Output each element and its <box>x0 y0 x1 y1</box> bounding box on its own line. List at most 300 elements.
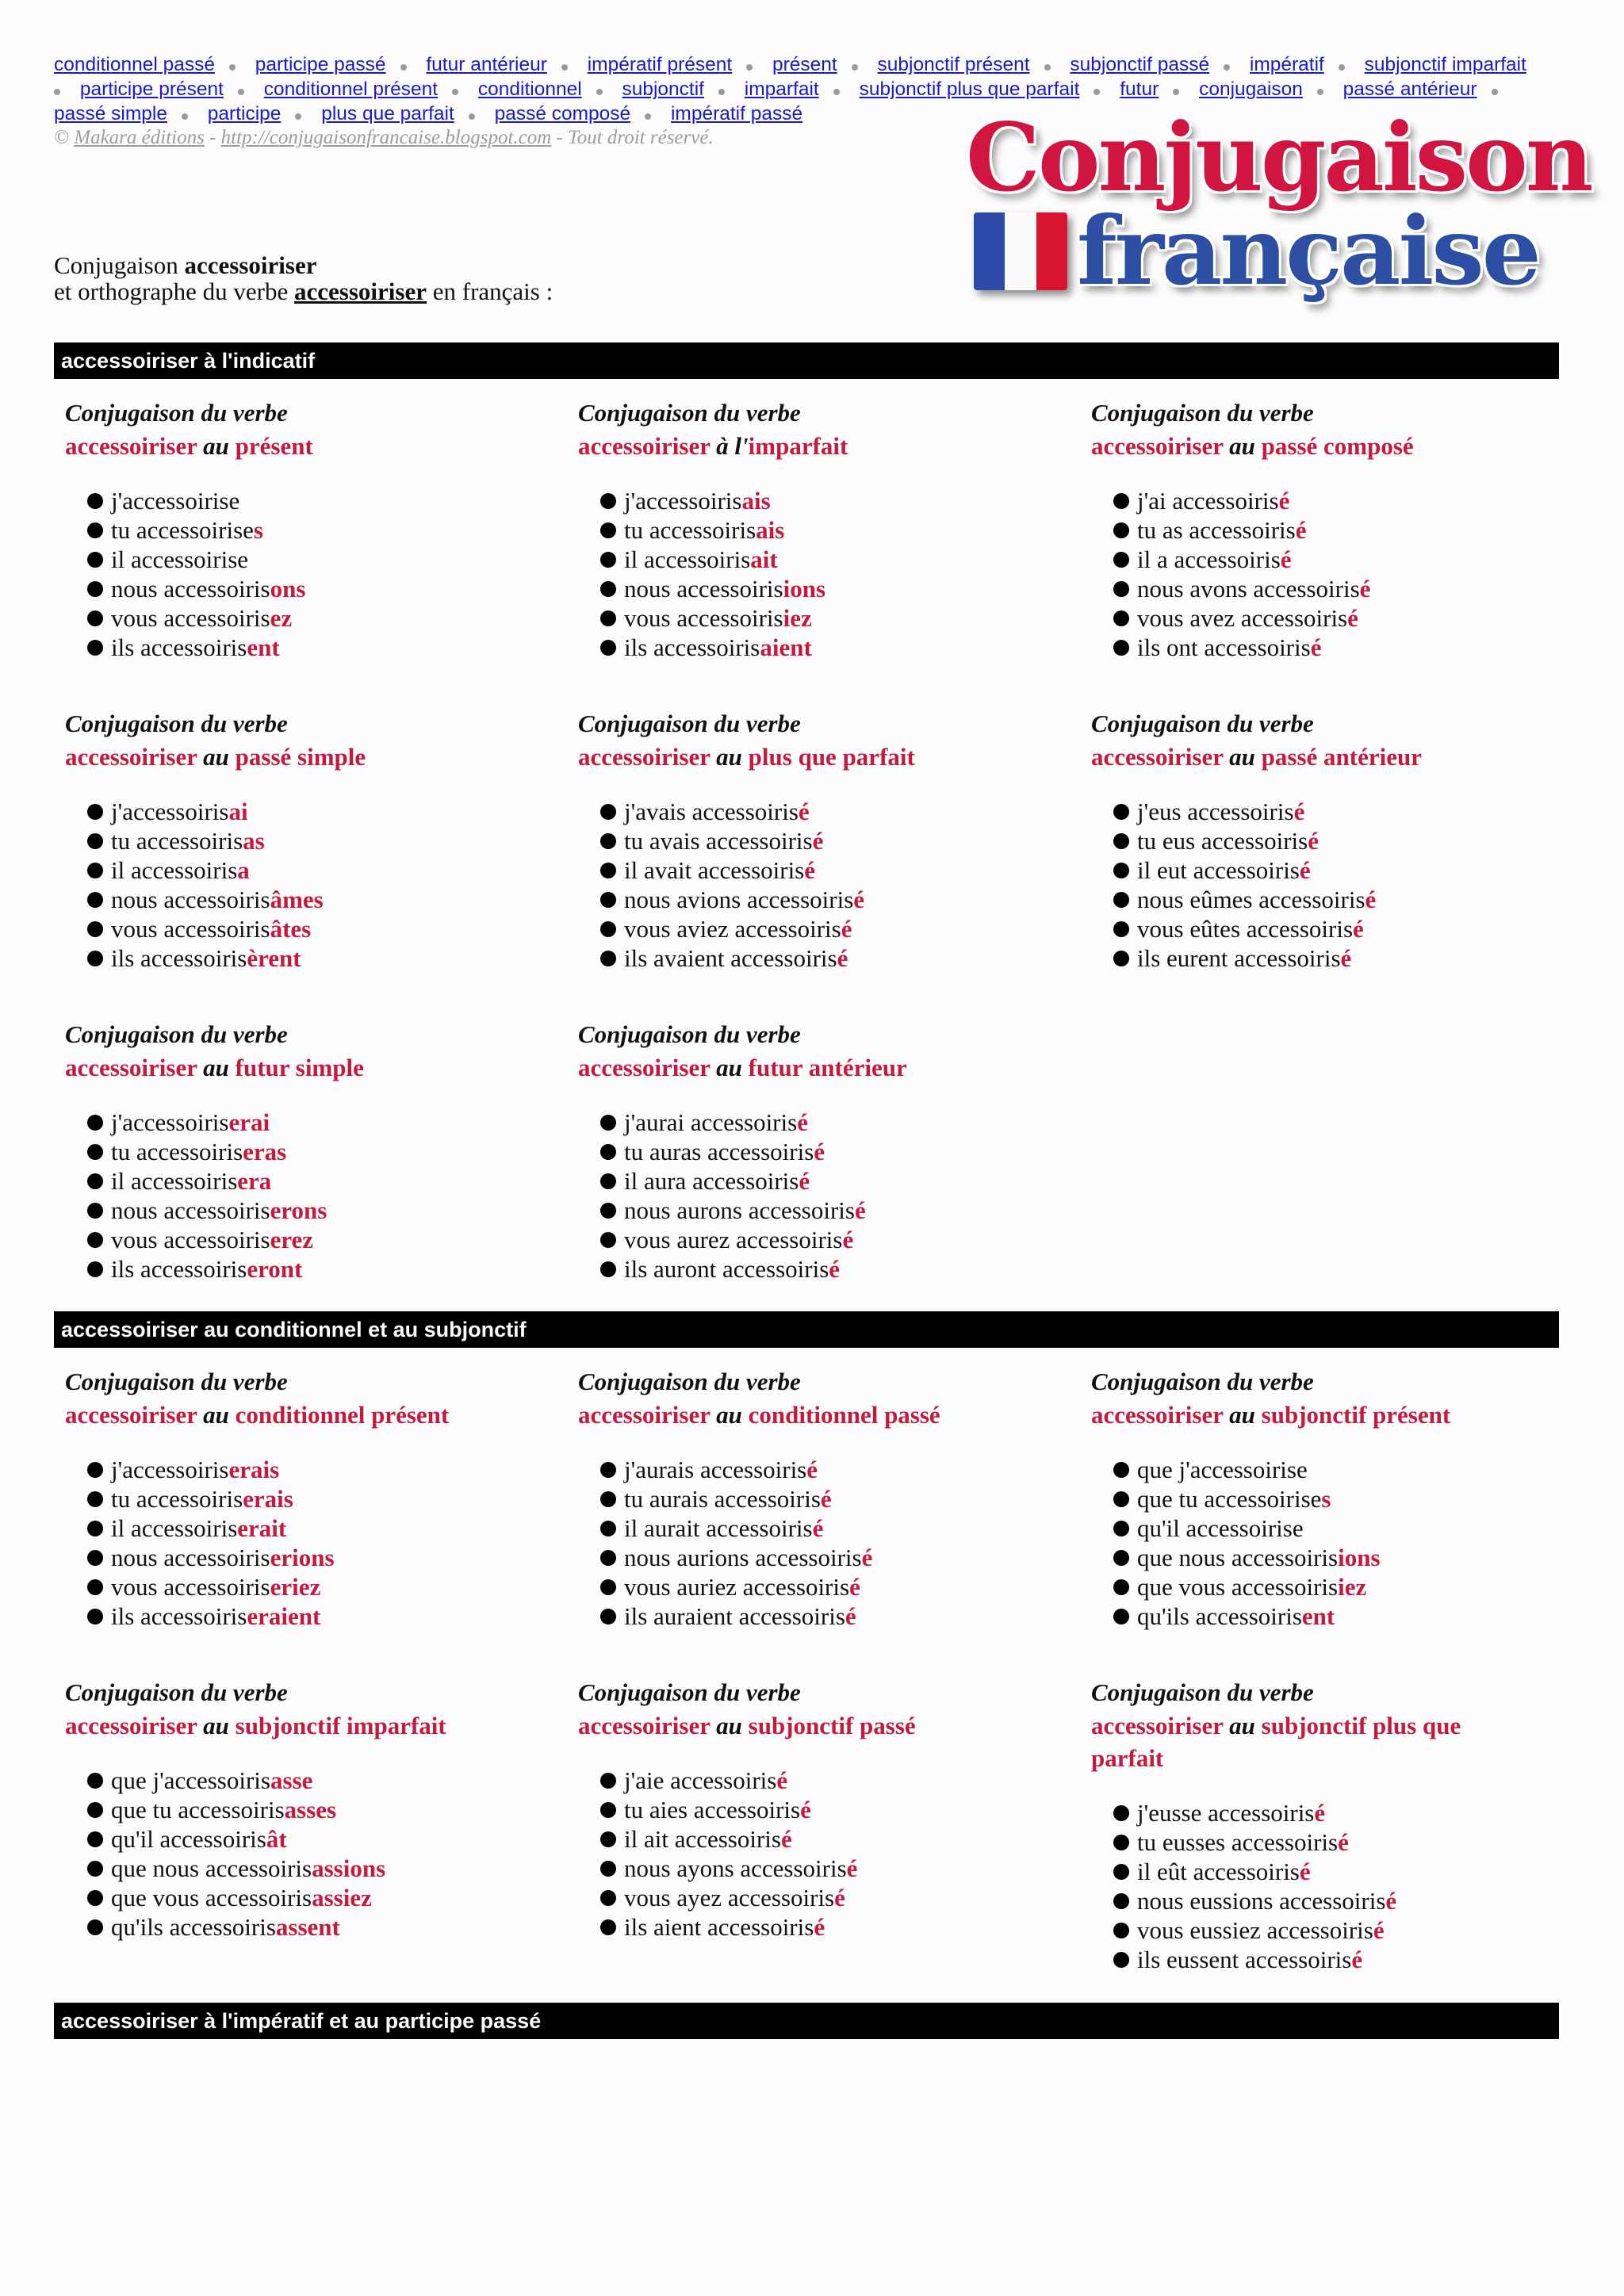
conjugation-ending: é <box>812 1514 824 1542</box>
tense-heading-name: futur simple <box>235 1054 364 1081</box>
page-intro <box>54 252 553 304</box>
tense-heading-preposition: au <box>716 1712 742 1739</box>
nav-link-passe-compose[interactable]: passé composé <box>494 103 631 124</box>
conjugation-stem: que tu accessoiris <box>111 1796 285 1823</box>
conjugation-item <box>1137 1915 1535 1945</box>
conjugation-item <box>111 1883 557 1912</box>
conjugation-list <box>65 1455 557 1631</box>
tense-heading-preposition: au <box>1229 432 1255 460</box>
conjugation-ending: s <box>253 516 263 544</box>
conjugation-stem: j'accessoiris <box>111 1108 229 1136</box>
bullet-icon <box>596 89 603 95</box>
conjugation-stem: tu accessoiris <box>624 516 756 544</box>
nav-link-subjonctif-present[interactable]: subjonctif présent <box>877 54 1030 75</box>
conjugation-item <box>624 914 1070 943</box>
conjugation-stem: j'aurais accessoiris <box>624 1456 807 1483</box>
bullet-icon <box>1339 64 1345 71</box>
conjugation-ending: é <box>1359 575 1371 603</box>
conjugation-stem: vous aurez accessoiris <box>624 1226 843 1253</box>
conjugation-stem: tu aurais accessoiris <box>624 1485 821 1513</box>
conjugation-ending: a <box>237 856 250 884</box>
conjugation-ending: é <box>861 1544 873 1571</box>
conjugation-ending: é <box>1295 516 1307 544</box>
tense-heading <box>65 1399 557 1431</box>
conjugation-ending: ons <box>270 575 306 603</box>
conjugation-ending: é <box>776 1766 788 1794</box>
flag-blue-stripe <box>974 212 1005 290</box>
conjugation-ending: é <box>1373 1916 1385 1944</box>
nav-link-conditionnel[interactable]: conditionnel <box>477 78 582 100</box>
conjugation-item <box>111 1543 557 1572</box>
conjugation-stem: il avait accessoiris <box>624 856 805 884</box>
conjugation-item <box>111 1601 557 1631</box>
bullet-icon <box>54 89 60 95</box>
conjugation-stem: vous accessoiris <box>624 604 783 632</box>
bullet-icon <box>1094 89 1100 95</box>
conjugation-stem: j'accessoiris <box>111 1456 229 1483</box>
conjugation-item <box>624 1912 1070 1942</box>
conjugation-ending: é <box>845 1602 856 1630</box>
tense-heading <box>1091 430 1583 462</box>
conjugation-stem: j'eus accessoiris <box>1137 798 1294 825</box>
tense-heading-name: conditionnel présent <box>235 1401 450 1429</box>
conjugation-stem: j'aurai accessoiris <box>624 1108 798 1136</box>
conjugation-stem: tu accessoirise <box>111 516 254 544</box>
conjugation-ending: erai <box>228 1108 270 1136</box>
tense-heading-prefix: Conjugaison du verbe <box>1091 1678 1314 1706</box>
tense-heading-verb: accessoiriser <box>65 432 197 460</box>
conjugation-stem: ils auraient accessoiris <box>624 1602 845 1630</box>
bullet-icon <box>746 64 753 71</box>
tense-heading-prefix: Conjugaison du verbe <box>578 1020 801 1048</box>
conjugation-list <box>1091 486 1583 662</box>
bullet-icon <box>852 64 858 71</box>
conjugation-ending: é <box>1280 545 1292 573</box>
conjugation-ending: âmes <box>270 886 324 913</box>
conjugation-item <box>111 1196 557 1225</box>
bullet-icon <box>1224 64 1230 71</box>
nav-link-imperatif-present[interactable]: impératif présent <box>587 54 733 75</box>
nav-link-participe[interactable]: participe <box>207 103 282 124</box>
nav-link-subjonctif[interactable]: subjonctif <box>622 78 704 100</box>
tense-block <box>578 1018 1070 1284</box>
tense-heading-verb: accessoiriser <box>65 1712 197 1739</box>
conjugation-item <box>111 1824 557 1854</box>
nav-link-participe-present[interactable]: participe présent <box>79 78 224 100</box>
tense-heading-prefix: Conjugaison du verbe <box>578 399 801 427</box>
conjugation-item <box>624 603 1070 633</box>
conjugation-stem: tu accessoiris <box>111 1485 243 1513</box>
tense-heading-verb: accessoiriser <box>1091 1712 1224 1739</box>
conjugation-stem: tu aies accessoiris <box>624 1796 801 1823</box>
tense-heading-preposition: au <box>716 743 742 771</box>
conjugation-item <box>1137 1543 1583 1572</box>
tense-heading-name: plus que parfait <box>748 743 915 771</box>
tense-heading <box>578 740 1070 773</box>
conjugation-item <box>111 1795 557 1824</box>
conjugation-ending: é <box>820 1485 832 1513</box>
tense-block <box>578 1676 1070 1942</box>
conjugation-stem: ils aient accessoiris <box>624 1913 814 1941</box>
section-bar-conditionnel-subjonctif: accessoiriser au conditionnel et au subjonctif <box>54 1311 1559 1348</box>
conjugation-list <box>1091 1798 1535 1974</box>
nav-link-subjonctif-imparfait[interactable]: subjonctif imparfait <box>1364 54 1526 75</box>
conjugation-stem: que nous accessoiris <box>1137 1544 1339 1571</box>
conjugation-stem: j'eusse accessoiris <box>1137 1799 1315 1827</box>
conjugation-item <box>1137 1484 1583 1513</box>
conjugation-stem: il a accessoiris <box>1137 545 1281 573</box>
tense-heading-verb: accessoiriser <box>578 1401 710 1429</box>
conjugation-list <box>65 797 557 973</box>
conjugation-item <box>1137 1798 1535 1827</box>
conjugation-ending: assiez <box>312 1884 372 1911</box>
conjugation-item <box>624 1108 1070 1137</box>
tense-heading-preposition: au <box>1229 1712 1255 1739</box>
nav-link-imperatif[interactable]: impératif <box>1249 54 1324 75</box>
nav-link-passe-anterieur[interactable]: passé antérieur <box>1342 78 1477 100</box>
bullet-icon <box>561 64 568 71</box>
conjugation-stem: nous eussions accessoiris <box>1137 1887 1386 1915</box>
nav-link-subjonctif-passe[interactable]: subjonctif passé <box>1070 54 1210 75</box>
conjugation-ending: s <box>1321 1485 1331 1513</box>
conjugation-item <box>1137 914 1583 943</box>
conjugation-ending: é <box>1365 886 1377 913</box>
conjugation-ending: erions <box>270 1544 335 1571</box>
nav-link-conjugaison[interactable]: conjugaison <box>1199 78 1303 100</box>
bullet-icon <box>452 89 458 95</box>
tense-heading-prefix: Conjugaison du verbe <box>578 710 801 737</box>
publisher-link[interactable]: Makara éditions <box>74 127 205 148</box>
conjugation-item <box>624 574 1070 603</box>
nav-link-futur-anterieur[interactable]: futur antérieur <box>426 54 547 75</box>
conjugation-ending: é <box>846 1854 858 1882</box>
conjugation-ending: erais <box>228 1456 280 1483</box>
conjugation-item <box>111 1254 557 1284</box>
bullet-icon <box>1317 89 1323 95</box>
tense-heading-verb: accessoiriser <box>65 1401 197 1429</box>
conjugation-ending: é <box>855 1196 866 1224</box>
conjugation-ending: èrent <box>247 944 301 972</box>
conjugation-ending: é <box>1293 798 1305 825</box>
conjugation-stem: ils ont accessoiris <box>1137 633 1311 661</box>
nav-link-conditionnel-passe[interactable]: conditionnel passé <box>54 54 215 75</box>
tense-block <box>65 396 557 662</box>
conjugation-ending: é <box>1310 633 1322 661</box>
conjugation-ending: é <box>1351 1946 1363 1973</box>
tense-block <box>1091 707 1583 973</box>
tense-heading <box>578 1399 1070 1431</box>
conjugation-list <box>65 1108 557 1284</box>
tense-heading-name: conditionnel passé <box>748 1401 940 1429</box>
conjugation-item <box>624 633 1070 662</box>
conjugation-ending: iez <box>1338 1573 1367 1601</box>
conjugation-stem: nous accessoiris <box>111 575 270 603</box>
nav-link-futur[interactable]: futur <box>1120 78 1159 100</box>
conjugation-list <box>578 1455 1070 1631</box>
tense-heading-name: passé simple <box>235 743 366 771</box>
conjugation-stem: ils avaient accessoiris <box>624 944 837 972</box>
bullet-icon <box>400 64 407 71</box>
conjugation-item <box>111 885 557 914</box>
conjugation-item <box>624 797 1070 826</box>
conjugation-item <box>624 943 1070 973</box>
conjugation-item <box>111 1166 557 1196</box>
tense-block <box>1091 1676 1535 1974</box>
tense-heading-verb: accessoiriser <box>1091 432 1224 460</box>
intro-prefix: Conjugaison <box>54 251 185 279</box>
conjugation-stem: vous auriez accessoiris <box>624 1573 850 1601</box>
bullet-icon <box>645 113 651 120</box>
conjugation-stem: nous accessoiris <box>111 886 270 913</box>
conjugation-ending: eront <box>247 1255 303 1283</box>
bullet-icon <box>229 64 236 71</box>
conjugation-list <box>65 486 557 662</box>
tense-heading-verb: accessoiriser <box>1091 1401 1224 1429</box>
conjugation-item <box>1137 603 1583 633</box>
bullet-icon <box>238 89 244 95</box>
nav-link-subjonctif-plus-que-parfait[interactable]: subjonctif plus que parfait <box>859 78 1080 100</box>
conjugation-stem: il accessoiris <box>111 1167 238 1195</box>
conjugation-ending: erais <box>243 1485 293 1513</box>
tense-heading-verb: accessoiriser <box>1091 743 1224 771</box>
conjugation-stem: qu'il accessoirise <box>1137 1514 1304 1542</box>
nav-link-imparfait[interactable]: imparfait <box>744 78 819 100</box>
conjugation-item <box>1137 1857 1535 1886</box>
conjugation-ending: é <box>799 1167 810 1195</box>
tense-heading-preposition: au <box>203 1712 229 1739</box>
tense-heading-prefix: Conjugaison du verbe <box>1091 710 1314 737</box>
conjugation-item <box>111 1854 557 1883</box>
conjugation-ending: é <box>804 856 816 884</box>
tense-heading-preposition: au <box>716 1054 742 1081</box>
conjugation-ending: é <box>812 827 824 855</box>
conjugation-stem: il accessoirise <box>111 545 249 573</box>
tense-heading-prefix: Conjugaison du verbe <box>1091 1368 1314 1395</box>
conjugation-item <box>111 1455 557 1484</box>
conjugation-ending: é <box>1278 487 1290 515</box>
tense-heading-prefix: Conjugaison du verbe <box>65 1020 288 1048</box>
conjugation-ending: ent <box>247 633 280 661</box>
conjugation-item <box>624 1601 1070 1631</box>
tense-block <box>65 1676 557 1942</box>
conjugation-stem: il aurait accessoiris <box>624 1514 813 1542</box>
conjugation-stem: nous ayons accessoiris <box>624 1854 847 1882</box>
conjugation-ending: eraient <box>247 1602 321 1630</box>
conjugation-item <box>624 486 1070 515</box>
conjugation-stem: tu accessoiris <box>111 827 243 855</box>
conjugation-ending: é <box>849 1573 860 1601</box>
conjugation-ending: é <box>781 1825 792 1853</box>
conjugation-list <box>578 1766 1070 1942</box>
conjugation-item <box>624 1513 1070 1543</box>
conjugation-stem: qu'il accessoiris <box>111 1825 266 1853</box>
conjugation-ending: é <box>814 1138 825 1165</box>
conjugation-item <box>624 1254 1070 1284</box>
conjugation-ending: ais <box>756 516 785 544</box>
conjugation-ending: eriez <box>270 1573 321 1601</box>
tense-heading-verb: accessoiriser <box>578 743 710 771</box>
conjugation-stem: tu as accessoiris <box>1137 516 1296 544</box>
nav-link-participe-passe[interactable]: participe passé <box>255 54 386 75</box>
conjugation-item <box>624 885 1070 914</box>
tense-heading-prefix: Conjugaison du verbe <box>578 1678 801 1706</box>
tense-block <box>65 1365 557 1631</box>
conjugation-item <box>624 545 1070 574</box>
conjugation-ending: ais <box>741 487 771 515</box>
nav-link-plus-que-parfait[interactable]: plus que parfait <box>321 103 454 124</box>
conjugation-ending: ent <box>1301 1602 1335 1630</box>
conjugation-list <box>578 797 1070 973</box>
conjugation-item <box>1137 797 1583 826</box>
conjugation-item <box>624 826 1070 855</box>
conjugation-stem: vous eûtes accessoiris <box>1137 915 1354 943</box>
conjugation-ending: ai <box>228 798 248 825</box>
bullet-icon <box>182 113 188 120</box>
tense-block <box>65 1018 557 1284</box>
conjugation-stem: il eût accessoiris <box>1137 1858 1300 1885</box>
tense-heading-preposition: au <box>203 743 229 771</box>
tense-heading <box>1091 740 1583 773</box>
tense-heading-name: subjonctif plus que parfait <box>1091 1712 1461 1772</box>
conjugation-list <box>578 486 1070 662</box>
conjugation-item <box>1137 545 1583 574</box>
french-flag-icon <box>974 212 1067 290</box>
conjugation-item <box>111 633 557 662</box>
tense-heading <box>65 740 557 773</box>
tense-heading <box>578 1051 1070 1084</box>
tense-heading-prefix: Conjugaison du verbe <box>578 1368 801 1395</box>
conjugation-stem: il accessoiris <box>111 1514 238 1542</box>
conjugation-ending: asse <box>270 1766 313 1794</box>
conjugation-stem: que nous accessoiris <box>111 1854 312 1882</box>
tense-heading-verb: accessoiriser <box>65 1054 197 1081</box>
logo-word-conjugaison: Conjugaison <box>966 102 1591 212</box>
conjugation-stem: j'aie accessoiris <box>624 1766 777 1794</box>
conjugation-ending: é <box>814 1913 825 1941</box>
conjugation-stem: j'avais accessoiris <box>624 798 799 825</box>
nav-link-passe-simple[interactable]: passé simple <box>54 103 167 124</box>
tense-heading-preposition: à l' <box>716 432 749 460</box>
nav-link-imperatif-passe[interactable]: impératif passé <box>670 103 803 124</box>
tense-heading <box>65 1709 557 1742</box>
conjugation-item <box>1137 1945 1535 1974</box>
conjugation-item <box>624 1883 1070 1912</box>
conjugation-stem: il aura accessoiris <box>624 1167 799 1195</box>
conjugation-item <box>111 1108 557 1137</box>
conjugation-item <box>1137 1572 1583 1601</box>
conjugation-stem: nous avions accessoiris <box>624 886 854 913</box>
tense-heading <box>578 1709 1070 1742</box>
conjugation-ending: é <box>853 886 865 913</box>
bullet-icon <box>469 113 475 120</box>
conjugation-stem: qu'ils accessoiris <box>1137 1602 1302 1630</box>
bullet-icon <box>1044 64 1051 71</box>
conjugation-stem: vous eussiez accessoiris <box>1137 1916 1373 1944</box>
conjugation-stem: il accessoiris <box>111 856 238 884</box>
conjugation-item <box>1137 633 1583 662</box>
conjugation-item <box>111 1225 557 1254</box>
conjugation-stem: nous aurons accessoiris <box>624 1196 855 1224</box>
tense-heading-name: futur antérieur <box>748 1054 907 1081</box>
tense-heading <box>65 430 557 462</box>
bullet-icon <box>1173 89 1179 95</box>
tense-block <box>578 1365 1070 1631</box>
conjugation-stem: nous accessoiris <box>624 575 783 603</box>
bullet-icon <box>833 89 840 95</box>
conjugation-ending: assions <box>312 1854 386 1882</box>
conjugation-stem: qu'ils accessoiris <box>111 1913 276 1941</box>
tense-heading-name: subjonctif présent <box>1261 1401 1451 1429</box>
conjugation-list <box>65 1766 557 1942</box>
conjugation-stem: j'accessoirise <box>111 487 240 515</box>
intro-verb: accessoiriser <box>184 251 317 279</box>
conjugation-ending: ions <box>1338 1544 1381 1571</box>
conjugation-ending: eras <box>243 1138 287 1165</box>
conjugation-item <box>111 914 557 943</box>
conjugation-item <box>1137 1827 1535 1857</box>
conjugation-item <box>624 1225 1070 1254</box>
conjugation-item <box>111 1484 557 1513</box>
conjugation-ending: aient <box>760 633 812 661</box>
conjugation-stem: vous accessoiris <box>111 604 270 632</box>
conjugation-stem: nous avons accessoiris <box>1137 575 1360 603</box>
conjugation-ending: é <box>1338 1828 1349 1856</box>
conjugation-item <box>111 855 557 885</box>
conjugation-item <box>624 515 1070 545</box>
conjugation-item <box>624 1795 1070 1824</box>
tense-heading-preposition: au <box>716 1401 742 1429</box>
conjugation-item <box>111 1766 557 1795</box>
conjugation-ending: é <box>1314 1799 1326 1827</box>
copyright-symbol: © <box>54 127 69 148</box>
conjugation-list <box>578 1108 1070 1284</box>
conjugation-ending: asses <box>284 1796 337 1823</box>
conjugation-ending: é <box>841 915 852 943</box>
tense-heading-preposition: au <box>203 432 229 460</box>
tense-heading-name: subjonctif imparfait <box>235 1712 446 1739</box>
conjugation-stem: il ait accessoiris <box>624 1825 781 1853</box>
intro-verb-underlined: accessoiriser <box>294 277 427 305</box>
conjugation-list <box>1091 797 1583 973</box>
conjugation-stem: ils eussent accessoiris <box>1137 1946 1352 1973</box>
conjugation-stem: que vous accessoiris <box>1137 1573 1339 1601</box>
conjugation-item <box>1137 1601 1583 1631</box>
nav-link-conditionnel-present[interactable]: conditionnel présent <box>263 78 439 100</box>
tense-heading-name: présent <box>235 432 313 460</box>
site-url-link[interactable]: http://conjugaisonfrancaise.blogspot.com <box>220 127 552 148</box>
conjugation-item <box>111 1912 557 1942</box>
conjugation-item <box>1137 826 1583 855</box>
copyright-separator: - <box>204 127 221 148</box>
tense-block <box>1091 396 1583 662</box>
conjugation-ending: é <box>800 1796 811 1823</box>
conjugation-stem: tu avais accessoiris <box>624 827 813 855</box>
conjugation-stem: ils accessoiris <box>111 1602 247 1630</box>
conjugation-stem: ils accessoiris <box>111 1255 247 1283</box>
conjugation-ending: ions <box>783 575 826 603</box>
conjugation-stem: nous eûmes accessoiris <box>1137 886 1365 913</box>
conjugation-ending: é <box>1385 1887 1397 1915</box>
conjugation-stem: ils auront accessoiris <box>624 1255 829 1283</box>
tense-heading-name: passé antérieur <box>1261 743 1423 771</box>
tense-heading-preposition: au <box>1229 743 1255 771</box>
tense-heading-prefix: Conjugaison du verbe <box>65 710 288 737</box>
nav-link-present[interactable]: présent <box>772 54 837 75</box>
section-bar-indicatif: accessoiriser à l'indicatif <box>54 342 1559 379</box>
conjugation-stem: vous accessoiris <box>111 915 270 943</box>
conjugation-item <box>111 1572 557 1601</box>
tense-heading <box>1091 1709 1535 1774</box>
